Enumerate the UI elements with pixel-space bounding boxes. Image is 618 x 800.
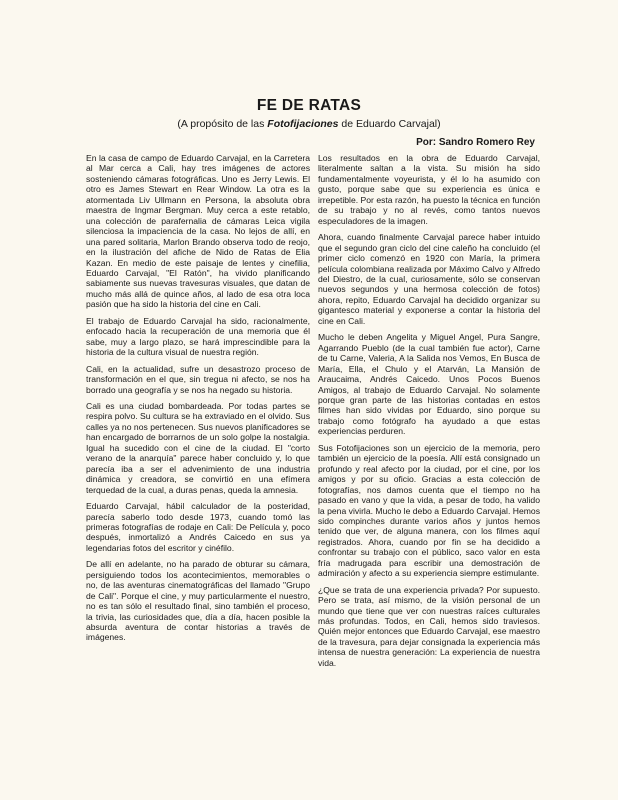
paragraph: En la casa de campo de Eduardo Carvajal, en la Carretera al Mar cerca a Cali, hay tres imágenes de actores sosteniendo cámaras fotográficas. Uno es Jerry Lewis. El otro es James Stewart en Rear Window. La otra es la atormentada Liv Ullmann en Persona, la absoluta obra maestra de Ingmar Bergman. Muy cerca a este retablo, una colección de parafernalia de cámaras Leica vigila silenciosa la impaciencia de la casa. No lejos de allí, en una pared solitaria, Marlon Brando observa todo de reojo, en la ilustración del afiche de Nido de Ratas de Elia Kazan. En medio de este paisaje de lentes y cinefilia, Eduardo Carvajal, "El Ratón", ha vivido planificando sabiamente sus nuevas travesuras visuales, que datan de mucho más allá de quince años, al lado de esa otra loca pasión que ha sido la historia del cine en Cali. xyxy=(86,153,310,310)
paragraph: El trabajo de Eduardo Carvajal ha sido, racionalmente, enfocado hacia la recuperación de una memoria que él sabe, muy a largo plazo, se hará imprescindible para la historia de la cultura visual de nuestra región. xyxy=(86,315,310,358)
paragraph: Sus Fotofijaciones son un ejercicio de la memoria, pero también un ejercicio de la poesía. Allí está consignado un profundo y real afecto por la ciudad, por el cine, por los amigos y por su oficio. Gracias a esta colección de fotografías, nos damos cuenta que el tiempo no ha pasado en vano y que la vida, a pesar de todo, ha valido la pena vivirla. Mucho le debo a Eduardo Carvajal. Hemos sido compinches durante varios años y juntos hemos tenido que ver, de alguna manera, con los filmes aquí registrados. Ahora, cuando por fin se ha decidido a confrontar su trabajo con el público, saco valor en esta fría madrugada para escribir una demostración de admiración y afecto a su experiencia siempre estimulante. xyxy=(318,442,540,579)
paragraph: Ahora, cuando finalmente Carvajal parece haber intuido que el segundo gran ciclo del cine caleño ha concluido (el primer ciclo comenzó en 1920 con María, la primera película colombiana realizada por Máximo Calvo y Alfredo del Diestro, de la cual, curiosamente, sólo se conservan nuevos segundos y una hermosa colección de fotos) ahora, repito, Eduardo Carvajal ha decidido organizar su gigantesco material y exponerse a contar la historia del cine en Cali. xyxy=(318,232,540,326)
subtitle-prefix: (A propósito de las xyxy=(177,118,268,130)
subtitle-emphasis: Fotofijaciones xyxy=(267,118,339,130)
paragraph: De allí en adelante, no ha parado de obturar su cámara, persiguiendo todos los acontecimientos, memorables o no, de las aventuras cinematográficas del llamado "Grupo de Cali". Porque el cine, y muy particularmente el nuestro, no es tan sólo el resultado final, sino también el proceso, la trivia, las curiosidades que, día a día, hacen posible la absurda aventura de contar historias a través de imágenes. xyxy=(86,559,310,643)
paragraph: Cali, en la actualidad, sufre un desastrozo proceso de transformación en el que, sin tregua ni afecto, se nos ha borrado una geografía y se nos ha negado su historia. xyxy=(86,363,310,395)
subtitle-suffix: de Eduardo Carvajal) xyxy=(338,118,441,130)
paragraph: Cali es una ciudad bombardeada. Por todas partes se respira polvo. Su cultura se ha extraviado en el olvido. Sus calles ya no nos pertenecen. Sus nuevos planificadores se han encargado de borrarnos de un solo golpe la nostalgia. Igual ha sucedido con el cine de la ciudad. El "corto verano de la anarquía" parece haber concluido y, lo que parecía iba a ser el advenimiento de una industria dinámica y creadora, se convirtió en una efímera terquedad de la cual, a duras penas, queda la amnesia. xyxy=(86,400,310,495)
paragraph: Mucho le deben Angelita y Miguel Angel, Pura Sangre, Agarrando Pueblo (de la cual también fue actor), Carne de tu Carne, Valeria, A la Salida nos Vemos, En Busca de María, Ella, el Chulo y el Atarván, La Mansión de Araucaima, Andrés Caicedo. Unos Pocos Buenos Amigos, al trabajo de Eduardo Carvajal. No solamente porque gran parte de las historias contadas en estos filmes han sido vividas por Eduardo, sino porque su trabajo como fotógrafo ha ayudado a que estas experiencias perduren. xyxy=(318,332,540,437)
article-title: FE DE RATAS xyxy=(256,97,362,114)
paragraph: Los resultados en la obra de Eduardo Carvajal, literalmente saltan a la vista. Su misión ha sido fundamentalmente voyeurista, y él lo ha asumido con gusto, porque sabe que su experiencia es única e irrepetible. Por esta razón, ha puesto la técnica en función de su trabajo y no al revés, como tantos nuevos especuladores de la imagen. xyxy=(318,153,540,226)
paragraph: Eduardo Carvajal, hábil calculador de la posteridad, parecía saberlo todo desde 1973, cuando tomó las primeras fotografías de rodaje en Cali: De Película y, poco después, inmortalizó a Andrés Caicedo en sus ya legendarias fotos del escritor y cinéfilo. xyxy=(86,501,310,553)
right-column xyxy=(318,153,540,674)
left-column xyxy=(86,153,310,649)
article-byline: Por: Sandro Romero Rey xyxy=(416,137,535,148)
paragraph: ¿Que se trata de una experiencia privada? Por supuesto. Pero se trata, así mismo, de la visión personal de un mundo que tiene que ver con nuestras raíces culturales más profundas. Todos, en Cali, hemos sido traviesos. Quién mejor entonces que Eduardo Carvajal, ese maestro de la travesura, para dejar consignada la experiencia más intensa de nuestra generación: La experiencia de nuestra vida. xyxy=(318,584,540,668)
article-subtitle xyxy=(0,118,618,130)
